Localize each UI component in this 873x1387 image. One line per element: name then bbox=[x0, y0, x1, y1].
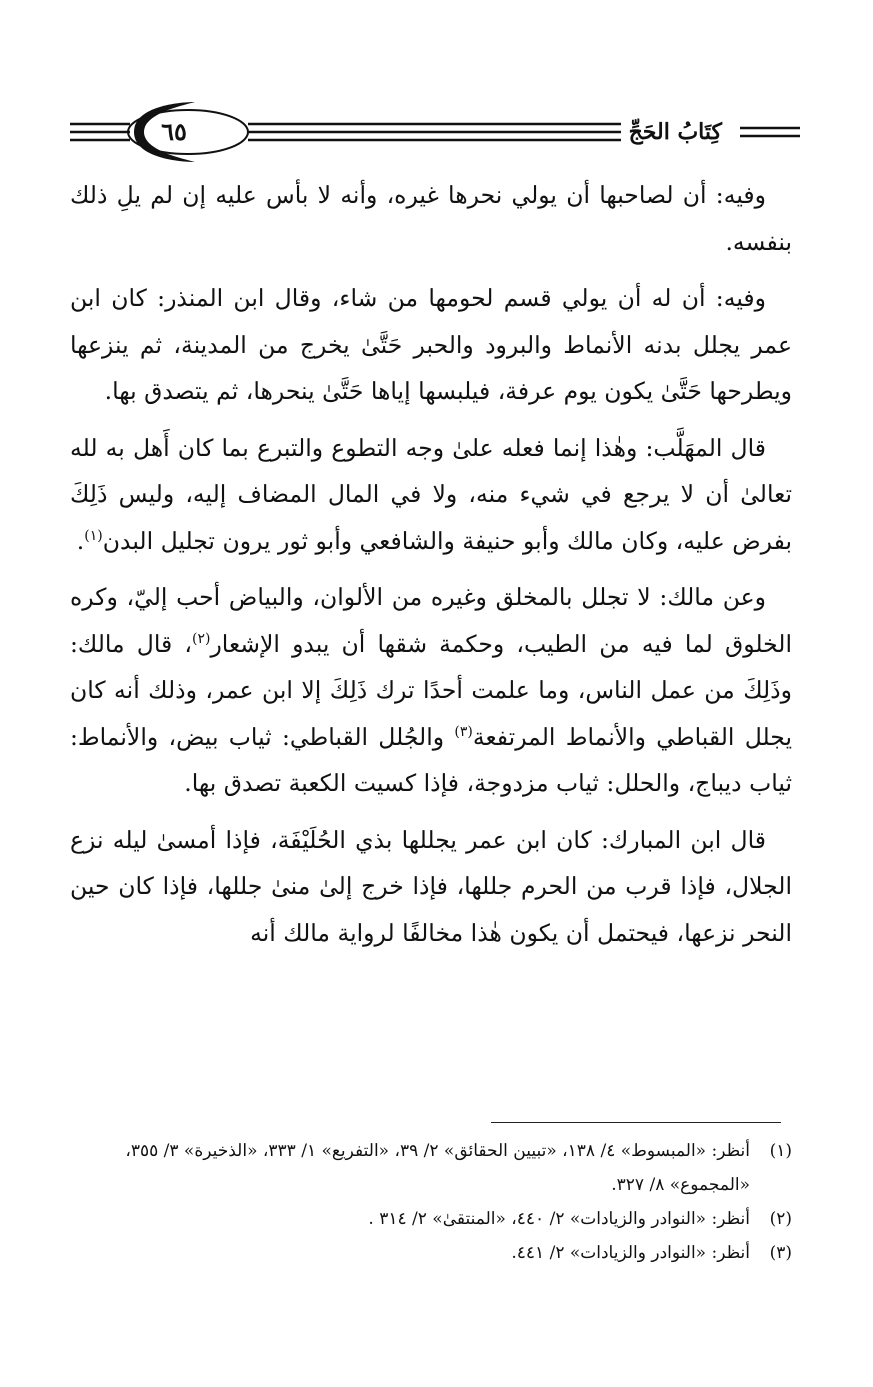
running-header bbox=[70, 100, 800, 164]
paragraph-text: والجُلل القباطي: ثياب بيض، والأنماط: ثياب ديباج، والحلل: ثياب مزدوجة، فإذا كسيت الكعبة تصدق بها. bbox=[70, 722, 792, 797]
footnote-number: (١) bbox=[769, 1141, 792, 1161]
paragraph bbox=[70, 574, 792, 807]
footnote-separator bbox=[491, 1122, 781, 1123]
paragraph-text: قال المهَلَّب: وهٰذا إنما فعله علىٰ وجه التطوع والتبرع بما كان أَهل به لله تعالىٰ أن لا يرجع في شيء منه، ولا في المال المضاف إليه، وليس ذَلِكَ بفرض عليه، وكان مالك وأبو حنيفة والشافعي وأبو ثور يرون تجليل البدن bbox=[70, 433, 792, 555]
paragraph bbox=[70, 275, 792, 415]
footnote-text: أنظر: «المبسوط» ٤/ ١٣٨، «تبيين الحقائق» ٢/ ٣٩، «التفريع» ١/ ٣٣٣، «الذخيرة» ٣/ ٣٥٥، «المجموع» ٨/ ٣٢٧. bbox=[125, 1141, 750, 1195]
paragraph-text: قال ابن المبارك: كان ابن عمر يجللها بذي الحُلَيْفَة، فإذا أمسىٰ ليله نزع الجلال، فإذا قرب من الحرم جللها، فإذا خرج إلىٰ منىٰ جللها، فإذا كان حين النحر نزعها، فيحتمل أن يكون هٰذا مخالفًا لرواية مالك أنه bbox=[70, 825, 792, 947]
footnote bbox=[70, 1134, 792, 1202]
footnote-text: أنظر: «النوادر والزيادات» ٢/ ٤٤١. bbox=[511, 1243, 750, 1263]
footnotes bbox=[70, 1134, 792, 1270]
paragraph bbox=[70, 425, 792, 565]
running-title: كِتَابُ الحَجِّ bbox=[621, 112, 730, 152]
footnote bbox=[70, 1236, 792, 1270]
footnote-number: (٢) bbox=[769, 1209, 792, 1229]
paragraph-text: . bbox=[76, 526, 85, 555]
footnote-reference: (٣) bbox=[454, 723, 473, 740]
footnote-reference: (٢) bbox=[191, 630, 211, 647]
paragraph bbox=[70, 817, 792, 957]
footnote-reference: (١) bbox=[84, 527, 103, 544]
page-number: ٦٥ bbox=[161, 117, 187, 146]
paragraph-text: ، قال مالك: وذَلِكَ من عمل الناس، وما علمت أحدًا ترك ذَلِكَ إلا ابن عمر، وذلك أنه كان يجلل القباطي والأنماط المرتفعة bbox=[70, 629, 792, 751]
paragraph bbox=[70, 172, 792, 265]
footnote-text: أنظر: «النوادر والزيادات» ٢/ ٤٤٠، «المنتقىٰ» ٢/ ٣١٤ . bbox=[368, 1209, 750, 1229]
paragraph-text: وفيه: أن لصاحبها أن يولي نحرها غيره، وأنه لا بأس عليه إن لم يلِ ذلك بنفسه. bbox=[70, 181, 792, 256]
footnote bbox=[70, 1202, 792, 1236]
paragraph-text: وفيه: أن له أن يولي قسم لحومها من شاء، وقال ابن المنذر: كان ابن عمر يجلل بدنه الأنماط والبرود والحبر حَتَّىٰ يخرج من المدينة، ثم ينزعها ويطرحها حَتَّىٰ يكون يوم عرفة، فيلبسها إياها حَتَّىٰ ينحرها، ثم يتصدق بها. bbox=[70, 284, 792, 405]
footnote-number: (٣) bbox=[769, 1243, 792, 1263]
paragraph-text: وعن مالك: لا تجلل بالمخلق وغيره من الألوان، والبياض أحب إليّ، وكره الخلوق لما فيه من الطيب، وحكمة شقها أن يبدو الإشعار bbox=[70, 583, 792, 658]
main-text bbox=[70, 172, 792, 966]
